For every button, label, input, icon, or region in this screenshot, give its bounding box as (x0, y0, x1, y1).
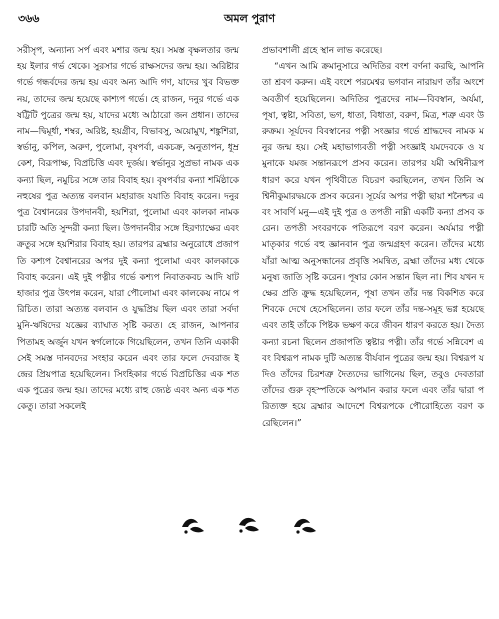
right-paragraph-2: “এখন আমি ক্রমানুসারে অদিতির বংশ বর্ণনা করছি, আপনি তা শ্রবণ করুন। এই বংশে পরমেশ্বর ভগবান নারায়ণ তাঁর অংশে অবতীর্ণ হয়েছিলেন। অদিতির পুত্রদের নাম—বিবস্বান, অর্যমা, পূষা, ত্বষ্টা, সবিতা, ভগ, ধাতা, বিধাতা, বরুণ, মিত্র, শত্রু এবং উরুক্রম। সূর্যদেব বিবস্বানের পত্নী সংজ্ঞার গর্ভে শ্রাদ্ধদেব নামক মনুর জন্ম হয়। সেই মহাভাগ্যবতী পত্নী সংজ্ঞাই যমদেবকে ও যমুনাকে যমজ সন্তানরূপে প্রসব করেন। তারপর যমী অশ্বিনীরূপ ধারণ করে যখন পৃথিবীতে বিচরণ করছিলেন, তখন তিনি অশ্বিনীকুমারদ্বয়কে প্রসব করেন। সূর্যের অপর পত্নী ছায়া শনৈশ্চর এবং সাবর্ণি মনু—এই দুই পুত্র ও তপতী নাম্নী একটি কন্যা প্রসব করেন। তপতী সংবরণকে পতিরূপে বরণ করেন। অর্যমার পত্নী মাতৃকার গর্ভে বহু জ্ঞানবান পুত্র জন্মগ্রহণ করেন। তাঁদের মধ্যে যাঁরা আত্ম অনুসন্ধানের প্রবৃত্তি সমন্বিত, ব্রহ্মা তাঁদের মধ্য থেকে মনুষ্য জাতি সৃষ্টি করেন। পূষার কোন সন্তান ছিল না। শিব যখন দক্ষের প্রতি ক্রুদ্ধ হয়েছিলেন, পূষা তখন তাঁর দন্ত বিকশিত করে শিবকে দেখে হেসেছিলেন। তার ফলে তাঁর দন্ত-সমূহ ভগ্ন হয়েছে এবং তাই তাঁকে পিষ্টক ভক্ষণ করে জীবন ধারণ করতে হয়। দৈত্যকন্যা রচনা ছিলেন প্রজাপতি ত্বষ্টার পত্নী। তাঁর গর্ভে সন্নিবেশ এবং বিশ্বরূপ নামক দুটি অত্যন্ত বীর্যবান পুত্রের জন্ম হয়। বিশ্বরূপ যদিও তাঁদের চিরশত্রু দৈত্যদের ভাগিনেয় ছিল, তবুও দেবতারা তাঁদের গুরু বৃহস্পতিকে অপমান করার ফলে এবং তাঁর দ্বারা পরিত্যক্ত হয়ে ব্রহ্মার আদেশে বিশ্বরূপকে পৌরোহিত্যে বরণ করেছিলেন।” (262, 62, 484, 429)
page-header (18, 10, 481, 26)
leaf-ornament-icon (234, 513, 264, 537)
leaf-ornament-icon (290, 513, 320, 537)
running-title: অমল পুরাণ (223, 12, 276, 25)
right-paragraph-1: প্রভাবশালী গ্রহে স্থান লাভ করেছে। (262, 46, 383, 56)
page-number: ৩৬৬ (18, 12, 40, 25)
right-column (262, 43, 484, 432)
left-column (17, 43, 239, 416)
left-paragraph-1: সরীসৃপ, অন্যান্য সর্প এবং মশার জন্ম হয়। সমস্ত বৃক্ষলতার জন্ম হয় ইলার গর্ভ থেকে। সুরসার গর্ভে রাক্ষসদের জন্ম হয়। অরিষ্টার গর্ভে গন্ধর্বদের জন্ম হয় এবং অন্য আদি গণ, যাদের খুব বিভক্ত নয়, তাদের জন্ম হয়েছে কাশ্যপ গর্ভে। হে রাজন, দনুর গর্ভে একষট্টিটি পুত্রের জন্ম হয়, যাদের মধ্যে আঠারো জন প্রধান। তাদের নাম—দ্বিমূর্ধা, শম্বর, অরিষ্ট, হয়গ্রীব, বিভাবসু, অয়োমুখ, শঙ্কুশিরা, স্বর্ভানু, কপিল, অরুণ, পুলোমা, বৃষপর্বা, একচক্র, অনুতাপন, ধূম্রকেশ, বিরূপাক্ষ, বিপ্রচিত্তি এবং দুর্জয়। স্বর্ভানুর সুপ্রভা নামক এক কন্যা ছিল, নমুচির সঙ্গে তার বিবাহ হয়। বৃষপর্বার কন্যা শর্মিষ্ঠাকে নহুষের পুত্র অত্যন্ত বলবান মহারাজ যযাতি বিবাহ করেন। দনুর পুত্র বৈশ্বানরের উপদানবী, হয়শিরা, পুলোমা এবং কালকা নামক চারটি অতি সুন্দরী কন্যা ছিল। উপদানবীর সঙ্গে হিরণ্যাক্ষের এবং ক্রতুর সঙ্গে হয়শিরার বিবাহ হয়। তারপর ব্রহ্মার অনুরোধে প্রজাপতি কশ্যপ বৈশ্বানরের অপর দুই কন্যা পুলোমা এবং কালকাকে বিবাহ করেন। এই দুই পত্নীর গর্ভে কশ্যপ নিবাতকবচ আদি ষাট হাজার পুত্র উৎপন্ন করেন, যারা পৌলোমা এবং কালকেয় নামে পরিচিত। তারা অত্যন্ত বলবান ও যুদ্ধপ্রিয় ছিল এবং তারা সর্বদা মুনি-ঋষিদের যজ্ঞের ব্যাঘাত সৃষ্টি করত। হে রাজন, আপনার পিতামহ অর্জুন যখন স্বর্গলোকে গিয়েছিলেন, তখন তিনি একাকী সেই সমস্ত দানবদের সংহার করেন এবং তার ফলে দেবরাজ ইন্দ্রের প্রিয়পাত্র হয়েছিলেন। সিংহিকার গর্ভে বিপ্রচিত্তির এক শত এক পুত্রের জন্ম হয়। তাদের মধ্যে রাহু জ্যেষ্ঠ এবং অন্য এক শত কেতু। তারা সকলেই (17, 46, 239, 413)
leaf-ornament-icon (178, 513, 208, 537)
section-end-ornament (178, 510, 320, 540)
